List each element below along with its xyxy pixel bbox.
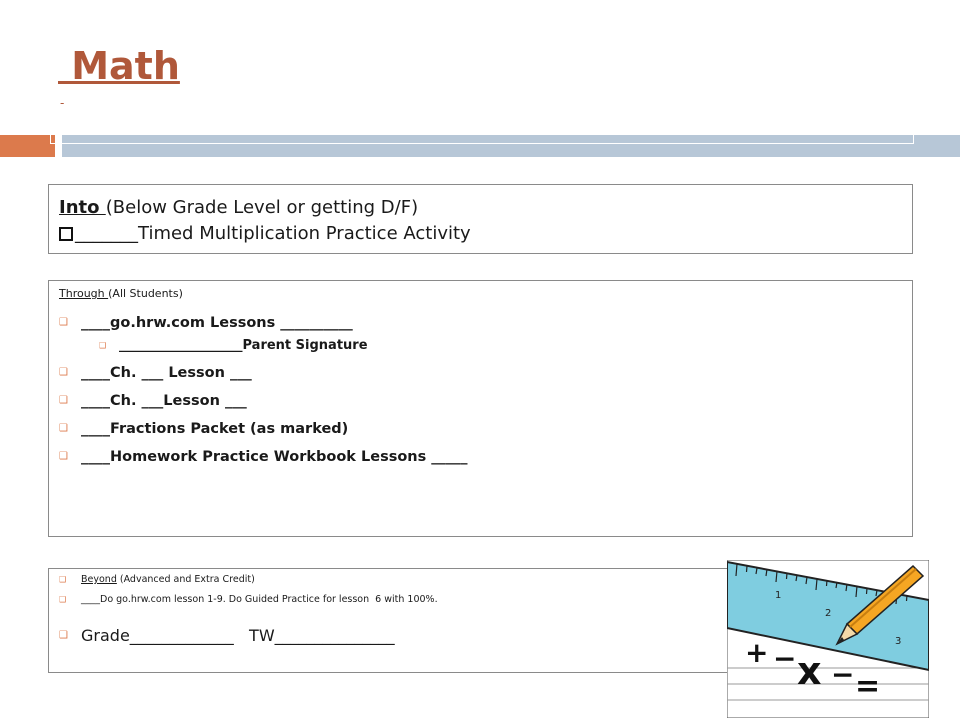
into-item [59,221,912,247]
ruler-pencil-clipart [727,560,929,718]
list-item: ❑ ____Ch. ___ Lesson ___ [59,365,252,381]
square-bullet-icon: ❑ [59,367,68,378]
times-symbol: x [797,649,822,693]
minus-symbol: − [831,658,855,691]
beyond-heading-rest: (Advanced and Extra Credit) [116,574,255,585]
through-heading [59,287,912,301]
list-item: ❑ ____Homework Practice Workbook Lessons _____ [59,449,468,465]
square-bullet-icon: ❑ [59,595,67,604]
header-bar-frame [50,127,914,144]
checkbox-icon [59,227,73,241]
list-item: ❑ ____Do go.hrw.com lesson 1-9. Do Guided Practice for lesson 6 with 100%. [59,594,438,605]
ruler-number: 3 [895,636,902,647]
minus-symbol: − [773,642,797,675]
list-item: ❑ ____Ch. ___Lesson ___ [59,393,247,409]
list-item: ❑ ___________________Parent Signature [99,338,368,353]
into-heading-label: Into [59,197,106,218]
through-heading-label: Through [59,287,109,300]
ruler-number: 1 [775,590,782,601]
into-heading-rest: (Below Grade Level or getting D/F) [105,197,419,218]
list-item: ❑ ____Fractions Packet (as marked) [59,421,349,437]
square-bullet-icon: ❑ [59,630,68,641]
equals-symbol: = [855,669,881,704]
plus-symbol: + [745,636,769,669]
beyond-heading-label: Beyond [81,574,117,585]
square-bullet-icon: ❑ [59,395,68,406]
page-title: Math [58,44,180,88]
through-section [48,280,913,537]
ruler-number: 2 [825,608,832,619]
square-bullet-icon: ❑ [99,341,107,350]
header-bar-orange [0,135,55,157]
title-dash: - [60,96,65,110]
list-item: ❑ ____go.hrw.com Lessons __________ [59,315,353,331]
square-bullet-icon: ❑ [59,423,68,434]
into-section [48,184,913,254]
into-heading [59,195,912,221]
square-bullet-icon: ❑ [59,317,68,328]
square-bullet-icon: ❑ [59,575,67,584]
grade-line: ❑ Grade_____________ TW_______________ [59,626,395,645]
through-heading-rest: (All Students) [108,287,183,300]
into-item-text: _______Timed Multiplication Practice Activity [75,223,471,244]
square-bullet-icon: ❑ [59,451,68,462]
